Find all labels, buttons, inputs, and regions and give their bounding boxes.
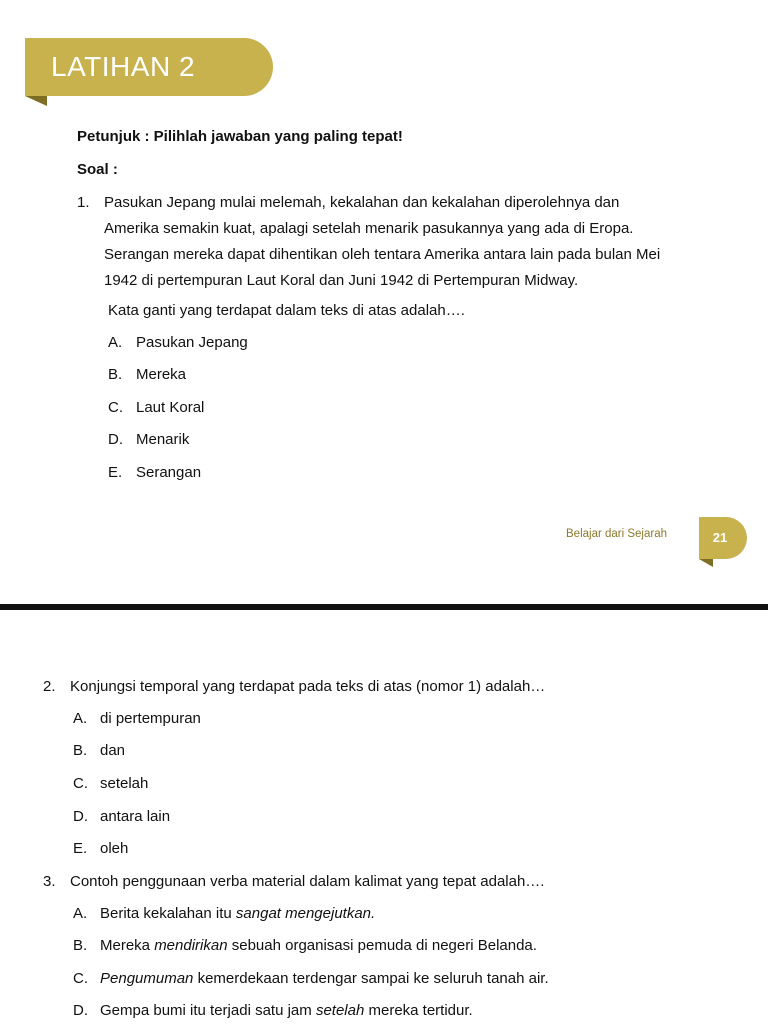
- option-b[interactable]: [73, 933, 537, 959]
- option-text: Gempa bumi itu terjadi satu jam: [100, 1002, 316, 1019]
- option-text: oleh: [100, 840, 129, 857]
- instruction-text: Petunjuk : Pilihlah jawaban yang paling tepat!: [77, 128, 403, 145]
- paragraph-line: 1942 di pertempuran Laut Koral dan Juni 1942 di Pertempuran Midway.: [104, 272, 579, 289]
- option-text: setelah: [100, 775, 149, 792]
- option-text: di pertempuran: [100, 710, 201, 727]
- paragraph-line: Pasukan Jepang mulai melemah, kekalahan dan kekalahan diperolehnya dan: [104, 194, 620, 211]
- option-d[interactable]: [73, 804, 170, 830]
- option-letter: B.: [108, 366, 123, 383]
- option-c[interactable]: [73, 771, 148, 797]
- option-letter: A.: [73, 905, 88, 922]
- section-title: LATIHAN 2: [51, 51, 196, 82]
- option-letter: D.: [73, 808, 88, 825]
- option-text: Mereka: [136, 366, 187, 383]
- page-number-badge: [699, 517, 747, 559]
- option-text: antara lain: [100, 808, 171, 825]
- option-e[interactable]: [73, 836, 128, 862]
- option-e[interactable]: [108, 460, 201, 486]
- question-number: 3.: [43, 873, 56, 890]
- page-divider: [0, 604, 768, 610]
- option-c[interactable]: [73, 966, 549, 992]
- option-letter: D.: [108, 431, 123, 448]
- option-text: sebuah organisasi pemuda di negeri Belanda.: [227, 937, 537, 954]
- option-emphasis: setelah: [315, 1002, 365, 1019]
- question-paragraph: [104, 190, 722, 294]
- option-text: mereka tertidur.: [364, 1002, 473, 1019]
- option-d[interactable]: [108, 427, 189, 453]
- question-number: 2.: [43, 678, 56, 695]
- option-b[interactable]: [73, 738, 125, 764]
- page-number: 21: [712, 530, 728, 545]
- option-text: Laut Koral: [136, 399, 205, 416]
- option-text: Mereka: [100, 937, 155, 954]
- section-banner: [25, 38, 273, 96]
- option-letter: A.: [73, 710, 88, 727]
- option-c[interactable]: [108, 395, 204, 421]
- option-emphasis: sangat mengejutkan.: [235, 905, 376, 922]
- option-text: dan: [100, 742, 126, 759]
- option-a[interactable]: [73, 706, 201, 732]
- option-text: Berita kekalahan itu: [100, 905, 236, 922]
- option-letter: D.: [73, 1002, 88, 1019]
- paragraph-line: Serangan mereka dapat dihentikan oleh tentara Amerika antara lain pada bulan Mei: [104, 246, 661, 263]
- option-d[interactable]: [73, 998, 473, 1024]
- option-text: Menarik: [136, 431, 190, 448]
- question-prompt: Kata ganti yang terdapat dalam teks di atas adalah….: [108, 302, 465, 319]
- banner-fold: [25, 96, 47, 106]
- option-a[interactable]: [73, 901, 375, 927]
- footer-book-title: Belajar dari Sejarah: [566, 528, 668, 540]
- option-letter: C.: [73, 775, 88, 792]
- option-a[interactable]: [108, 330, 248, 356]
- option-emphasis: mendirikan: [154, 937, 228, 954]
- option-text: Pasukan Jepang: [136, 334, 248, 351]
- option-letter: B.: [73, 742, 88, 759]
- paragraph-line: Amerika semakin kuat, apalagi setelah menarik pasukannya yang ada di Eropa.: [104, 220, 634, 237]
- question-prompt: Contoh penggunaan verba material dalam kalimat yang tepat adalah….: [70, 873, 545, 890]
- option-letter: E.: [73, 840, 88, 857]
- option-text: Serangan: [136, 464, 202, 481]
- soal-label: Soal :: [77, 161, 118, 178]
- option-letter: E.: [108, 464, 123, 481]
- option-letter: B.: [73, 937, 88, 954]
- option-letter: A.: [108, 334, 123, 351]
- option-emphasis: Pengumuman: [100, 970, 194, 987]
- option-b[interactable]: [108, 362, 186, 388]
- option-text: kemerdekaan terdengar sampai ke seluruh tanah air.: [193, 970, 549, 987]
- option-letter: C.: [73, 970, 88, 987]
- option-letter: C.: [108, 399, 123, 416]
- question-number: 1.: [77, 194, 90, 211]
- badge-fold: [699, 559, 713, 567]
- question-prompt: Konjungsi temporal yang terdapat pada teks di atas (nomor 1) adalah…: [70, 678, 546, 695]
